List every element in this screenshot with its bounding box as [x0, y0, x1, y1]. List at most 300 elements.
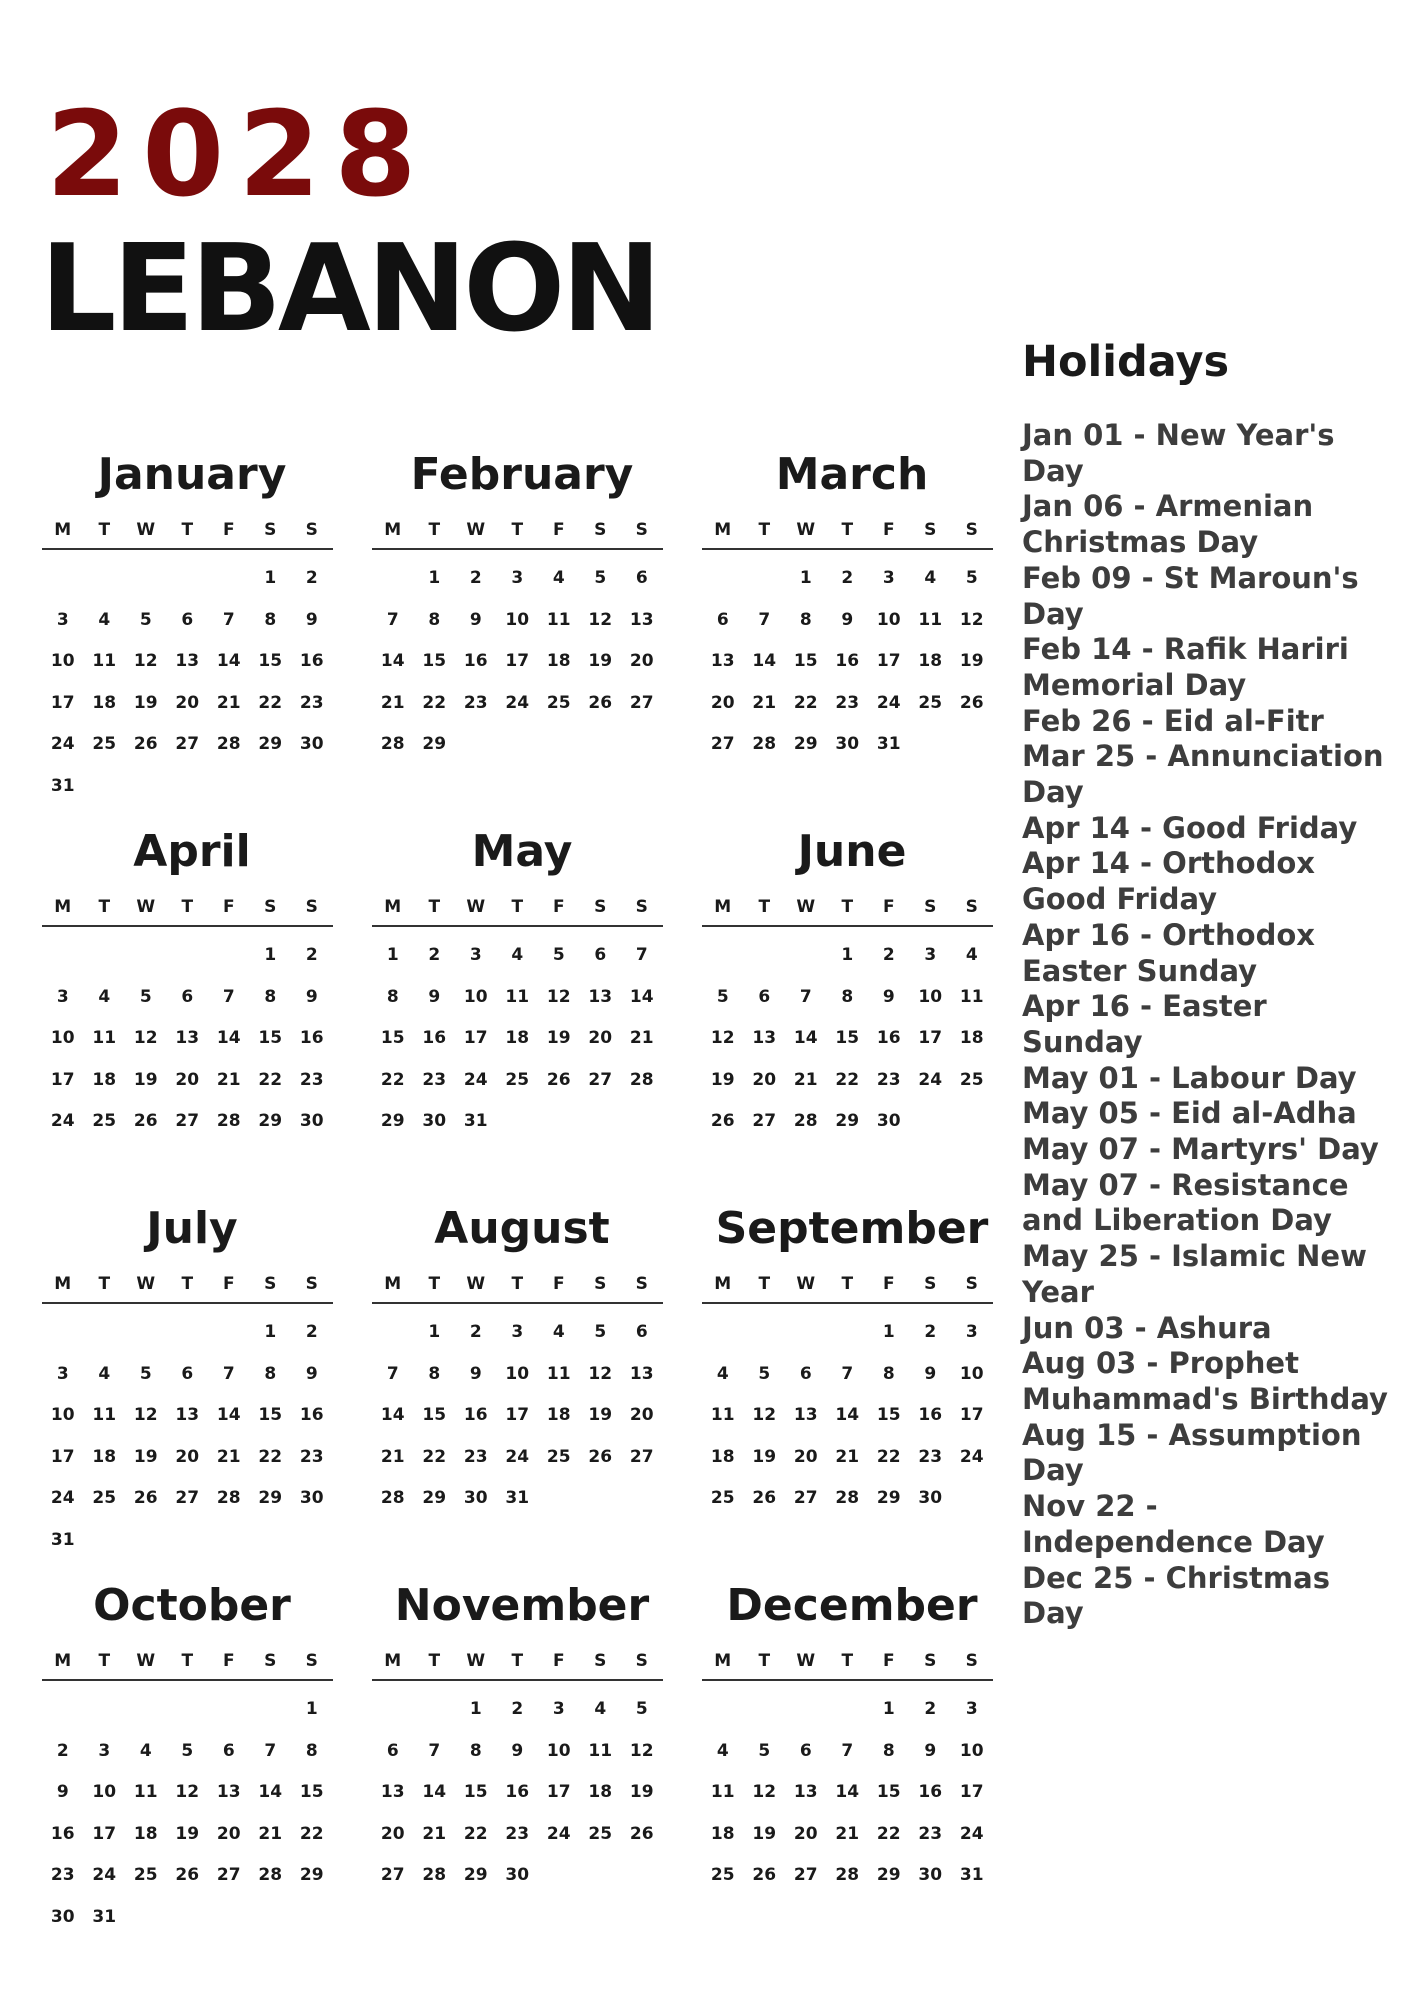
day-cell: 29 [258, 734, 283, 754]
day-grid [42, 1689, 333, 1938]
empty-day-cell [744, 1312, 786, 1354]
day-cell: 2 [428, 945, 441, 965]
empty-day-cell [744, 935, 786, 977]
weekday-label: W [466, 520, 486, 540]
weekday-label: F [552, 520, 565, 540]
day-cell: 5 [758, 1363, 771, 1384]
month-february [372, 440, 702, 817]
day-cell: 31 [959, 1865, 984, 1885]
day-cell: 8 [264, 609, 277, 630]
day-cell: 14 [629, 986, 654, 1007]
weekday-label: M [714, 897, 732, 917]
empty-day-cell [125, 1689, 167, 1731]
day-cell: 9 [924, 1740, 937, 1761]
day-cell: 1 [799, 568, 812, 588]
day-cell: 14 [380, 1405, 405, 1425]
month-september [702, 1194, 992, 1571]
day-cell: 21 [380, 1446, 405, 1467]
weekday-label: T [841, 520, 854, 540]
day-cell: 5 [181, 1740, 194, 1761]
holiday-item: Mar 25 - Annunciation Day [1022, 739, 1384, 810]
day-cell: 1 [305, 1699, 318, 1719]
day-cell: 14 [216, 1028, 241, 1048]
day-cell: 10 [505, 609, 530, 630]
day-cell: 8 [264, 986, 277, 1007]
holiday-item: Aug 03 - Prophet Muhammad's Birthday [1022, 1346, 1388, 1416]
weekday-label: M [54, 520, 72, 540]
weekday-label: S [305, 1651, 318, 1671]
month-name: April [133, 826, 251, 877]
weekday-label: S [264, 520, 277, 540]
day-cell: 25 [92, 734, 117, 754]
day-cell: 22 [258, 692, 283, 713]
day-cell: 18 [588, 1782, 613, 1802]
weekday-label: S [594, 520, 607, 540]
day-cell: 10 [463, 986, 488, 1007]
empty-day-cell [84, 935, 126, 977]
day-cell: 29 [380, 1111, 405, 1131]
day-cell: 19 [588, 651, 613, 671]
day-cell: 17 [92, 1823, 117, 1844]
day-cell: 20 [175, 1069, 200, 1090]
day-cell: 13 [629, 609, 654, 630]
day-cell: 24 [546, 1823, 571, 1844]
day-cell: 19 [710, 1069, 735, 1090]
weekday-label: T [758, 1651, 771, 1671]
day-cell: 7 [635, 945, 648, 965]
weekday-label: F [222, 1274, 235, 1294]
empty-day-cell [372, 558, 414, 600]
day-cell: 14 [216, 1405, 241, 1425]
month-grid [42, 440, 992, 1950]
weekday-label: M [384, 897, 402, 917]
day-cell: 28 [380, 734, 405, 754]
day-cell: 19 [546, 1028, 571, 1048]
empty-day-cell [84, 1312, 126, 1354]
weekday-label: T [511, 1274, 524, 1294]
empty-day-cell [84, 1689, 126, 1731]
day-cell: 3 [965, 1322, 978, 1342]
empty-day-cell [167, 1689, 209, 1731]
day-cell: 10 [50, 651, 75, 671]
weekday-label: T [841, 1274, 854, 1294]
weekday-label: T [98, 1651, 111, 1671]
day-cell: 11 [92, 651, 117, 671]
weekday-label: S [264, 1274, 277, 1294]
holidays-title: Holidays [1022, 337, 1230, 387]
day-cell: 27 [793, 1488, 818, 1508]
day-cell: 10 [546, 1740, 571, 1761]
weekday-label: S [924, 1274, 937, 1294]
day-cell: 24 [918, 1069, 943, 1090]
day-cell: 10 [876, 609, 901, 630]
day-cell: 24 [50, 1111, 75, 1131]
day-cell: 20 [793, 1446, 818, 1467]
day-cell: 30 [422, 1111, 447, 1131]
day-cell: 9 [841, 609, 854, 630]
weekday-label: M [384, 1274, 402, 1294]
day-cell: 25 [710, 1865, 735, 1885]
day-cell: 2 [841, 568, 854, 588]
day-cell: 18 [92, 1069, 117, 1090]
day-cell: 15 [299, 1782, 324, 1802]
day-grid [702, 935, 993, 1143]
day-cell: 26 [752, 1865, 777, 1885]
day-cell: 19 [588, 1405, 613, 1425]
day-cell: 15 [463, 1782, 488, 1802]
day-cell: 2 [469, 1322, 482, 1342]
weekday-header [42, 897, 333, 927]
day-cell: 27 [380, 1865, 405, 1885]
empty-day-cell [702, 1689, 744, 1731]
day-cell: 13 [175, 651, 200, 671]
day-cell: 1 [882, 1699, 895, 1719]
day-cell: 14 [793, 1028, 818, 1048]
empty-day-cell [208, 1689, 250, 1731]
day-cell: 3 [511, 568, 524, 588]
day-cell: 21 [216, 1446, 241, 1467]
weekday-label: S [305, 520, 318, 540]
day-cell: 11 [959, 986, 984, 1007]
day-cell: 22 [258, 1069, 283, 1090]
day-cell: 18 [92, 1446, 117, 1467]
day-cell: 13 [175, 1405, 200, 1425]
day-cell: 17 [505, 1405, 530, 1425]
day-cell: 1 [469, 1699, 482, 1719]
day-cell: 5 [758, 1740, 771, 1761]
day-cell: 27 [588, 1069, 613, 1090]
day-cell: 12 [629, 1740, 654, 1761]
day-cell: 2 [305, 568, 318, 588]
day-cell: 27 [793, 1865, 818, 1885]
calendar-year: 2028 [46, 85, 431, 223]
weekday-label: M [54, 1274, 72, 1294]
weekday-header [372, 520, 663, 550]
day-cell: 2 [305, 1322, 318, 1342]
empty-day-cell [42, 935, 84, 977]
day-cell: 23 [918, 1823, 943, 1844]
month-march [702, 440, 992, 817]
day-cell: 24 [463, 1069, 488, 1090]
day-cell: 15 [876, 1782, 901, 1802]
weekday-label: T [181, 520, 194, 540]
weekday-label: T [181, 897, 194, 917]
day-cell: 13 [216, 1782, 241, 1802]
holiday-item: Apr 16 - Easter Sunday [1022, 989, 1267, 1059]
day-cell: 31 [92, 1906, 117, 1927]
day-cell: 8 [428, 609, 441, 630]
day-cell: 5 [139, 609, 152, 630]
weekday-label: S [635, 1274, 648, 1294]
month-name: June [797, 826, 907, 877]
day-cell: 17 [546, 1782, 571, 1802]
day-cell: 5 [594, 1322, 607, 1342]
day-cell: 13 [752, 1028, 777, 1048]
day-cell: 15 [876, 1405, 901, 1425]
weekday-label: W [466, 1651, 486, 1671]
weekday-header [372, 1274, 663, 1304]
day-cell: 20 [629, 651, 654, 671]
weekday-label: T [428, 520, 441, 540]
day-cell: 30 [876, 1111, 901, 1131]
day-cell: 9 [305, 609, 318, 630]
day-cell: 5 [139, 1363, 152, 1384]
weekday-label: F [552, 1651, 565, 1671]
day-cell: 9 [428, 986, 441, 1007]
weekday-label: W [136, 520, 156, 540]
day-cell: 1 [428, 568, 441, 588]
weekday-header [372, 1651, 663, 1681]
day-grid [42, 1312, 333, 1561]
day-cell: 8 [305, 1740, 318, 1761]
day-cell: 2 [305, 945, 318, 965]
day-cell: 6 [222, 1740, 235, 1761]
day-cell: 20 [380, 1823, 405, 1844]
day-cell: 3 [56, 986, 69, 1007]
day-cell: 28 [380, 1488, 405, 1508]
day-cell: 27 [629, 1446, 654, 1467]
empty-day-cell [744, 558, 786, 600]
empty-day-cell [785, 935, 827, 977]
day-cell: 20 [175, 692, 200, 713]
day-cell: 16 [463, 651, 488, 671]
day-cell: 3 [98, 1740, 111, 1761]
day-cell: 19 [752, 1446, 777, 1467]
day-cell: 25 [546, 1446, 571, 1467]
weekday-label: S [264, 897, 277, 917]
day-cell: 20 [216, 1823, 241, 1844]
empty-day-cell [125, 558, 167, 600]
holiday-item: Apr 16 - Orthodox Easter Sunday [1022, 917, 1315, 988]
weekday-label: T [511, 520, 524, 540]
day-cell: 17 [959, 1782, 984, 1802]
weekday-label: T [841, 897, 854, 917]
day-cell: 11 [92, 1028, 117, 1048]
empty-day-cell [42, 558, 84, 600]
day-cell: 8 [386, 986, 399, 1007]
day-cell: 30 [918, 1865, 943, 1885]
holiday-item: May 25 - Islamic New Year [1022, 1239, 1367, 1309]
weekday-label: T [758, 1274, 771, 1294]
day-cell: 21 [835, 1823, 860, 1844]
weekday-label: F [552, 1274, 565, 1294]
day-cell: 25 [92, 1111, 117, 1131]
day-cell: 24 [50, 1488, 75, 1508]
weekday-label: W [136, 897, 156, 917]
day-cell: 1 [428, 1322, 441, 1342]
day-cell: 16 [50, 1823, 75, 1844]
day-cell: 15 [835, 1028, 860, 1048]
day-cell: 2 [469, 568, 482, 588]
day-cell: 10 [959, 1363, 984, 1384]
weekday-label: S [635, 897, 648, 917]
day-cell: 7 [799, 986, 812, 1007]
day-cell: 26 [588, 1446, 613, 1467]
day-cell: 20 [588, 1028, 613, 1048]
day-cell: 31 [50, 1529, 75, 1550]
weekday-label: T [511, 897, 524, 917]
day-cell: 28 [793, 1111, 818, 1131]
weekday-label: T [98, 1274, 111, 1294]
weekday-label: S [965, 520, 978, 540]
weekday-label: M [384, 1651, 402, 1671]
day-cell: 19 [175, 1823, 200, 1844]
weekday-header [702, 1651, 993, 1681]
day-cell: 6 [635, 568, 648, 588]
day-cell: 31 [876, 734, 901, 754]
day-cell: 17 [959, 1405, 984, 1425]
day-cell: 29 [876, 1488, 901, 1508]
day-cell: 4 [552, 1322, 565, 1342]
day-cell: 4 [98, 609, 111, 630]
weekday-label: T [181, 1274, 194, 1294]
empty-day-cell [414, 1689, 456, 1731]
day-cell: 3 [469, 945, 482, 965]
empty-day-cell [372, 1312, 414, 1354]
month-may [372, 817, 702, 1194]
day-cell: 16 [299, 1028, 324, 1048]
day-cell: 28 [835, 1488, 860, 1508]
weekday-label: S [635, 1651, 648, 1671]
month-april [42, 817, 372, 1194]
day-cell: 27 [752, 1111, 777, 1131]
weekday-label: T [841, 1651, 854, 1671]
day-cell: 20 [752, 1069, 777, 1090]
day-cell: 15 [258, 651, 283, 671]
day-cell: 3 [924, 945, 937, 965]
day-cell: 22 [835, 1069, 860, 1090]
day-cell: 1 [841, 945, 854, 965]
day-cell: 3 [56, 609, 69, 630]
month-name: February [410, 449, 634, 500]
day-cell: 18 [546, 651, 571, 671]
day-grid [372, 558, 663, 766]
weekday-header [372, 897, 663, 927]
month-name: March [775, 449, 929, 500]
day-cell: 23 [299, 692, 324, 713]
day-cell: 26 [546, 1069, 571, 1090]
day-cell: 17 [505, 651, 530, 671]
day-cell: 26 [133, 1488, 158, 1508]
month-name: November [394, 1580, 650, 1631]
weekday-label: T [98, 897, 111, 917]
holiday-list [1022, 418, 1392, 1632]
empty-day-cell [208, 935, 250, 977]
day-cell: 28 [216, 1111, 241, 1131]
day-cell: 25 [710, 1488, 735, 1508]
day-cell: 5 [716, 986, 729, 1007]
empty-day-cell [785, 1689, 827, 1731]
weekday-header [42, 1274, 333, 1304]
holiday-item: Dec 25 - Christmas Day [1022, 1560, 1330, 1631]
weekday-label: S [924, 1651, 937, 1671]
empty-day-cell [744, 1689, 786, 1731]
month-name: July [146, 1203, 238, 1254]
day-grid [702, 558, 993, 766]
weekday-label: S [594, 1274, 607, 1294]
day-cell: 4 [716, 1740, 729, 1761]
day-cell: 7 [222, 986, 235, 1007]
day-cell: 6 [386, 1740, 399, 1761]
day-cell: 4 [139, 1740, 152, 1761]
day-cell: 1 [264, 945, 277, 965]
holiday-item: Feb 09 - St Maroun's Day [1022, 560, 1359, 631]
holiday-item: Nov 22 - Independence Day [1022, 1489, 1325, 1559]
weekday-label: F [882, 897, 895, 917]
day-cell: 27 [710, 734, 735, 754]
holiday-item: Feb 26 - Eid al-Fitr [1022, 703, 1324, 738]
day-cell: 7 [841, 1740, 854, 1761]
day-cell: 24 [505, 692, 530, 713]
weekday-label: T [511, 1651, 524, 1671]
day-cell: 3 [882, 568, 895, 588]
day-cell: 24 [959, 1823, 984, 1844]
empty-day-cell [167, 1312, 209, 1354]
day-cell: 10 [92, 1782, 117, 1802]
day-cell: 13 [629, 1363, 654, 1384]
weekday-label: M [54, 897, 72, 917]
day-cell: 21 [422, 1823, 447, 1844]
day-cell: 22 [876, 1446, 901, 1467]
weekday-label: T [181, 1651, 194, 1671]
holiday-item: May 07 - Resistance and Liberation Day [1022, 1167, 1349, 1238]
day-cell: 8 [882, 1363, 895, 1384]
day-cell: 8 [469, 1740, 482, 1761]
weekday-label: W [796, 1651, 816, 1671]
day-cell: 1 [882, 1322, 895, 1342]
day-cell: 14 [835, 1405, 860, 1425]
empty-day-cell [125, 935, 167, 977]
weekday-header [702, 1274, 993, 1304]
day-cell: 12 [133, 1028, 158, 1048]
day-cell: 10 [50, 1405, 75, 1425]
weekday-label: W [466, 1274, 486, 1294]
weekday-label: S [965, 897, 978, 917]
weekday-label: S [594, 897, 607, 917]
empty-day-cell [167, 935, 209, 977]
empty-day-cell [125, 1312, 167, 1354]
day-cell: 2 [511, 1699, 524, 1719]
day-cell: 26 [710, 1111, 735, 1131]
day-cell: 20 [175, 1446, 200, 1467]
weekday-label: M [54, 1651, 72, 1671]
day-cell: 9 [469, 1363, 482, 1384]
day-cell: 30 [50, 1906, 75, 1927]
day-cell: 5 [594, 568, 607, 588]
day-cell: 3 [511, 1322, 524, 1342]
day-cell: 21 [629, 1028, 654, 1048]
holiday-item: Apr 14 - Good Friday [1022, 810, 1358, 845]
day-cell: 16 [505, 1782, 530, 1802]
day-cell: 6 [716, 609, 729, 630]
empty-day-cell [827, 1312, 869, 1354]
day-cell: 4 [716, 1363, 729, 1384]
weekday-label: F [222, 520, 235, 540]
day-cell: 28 [752, 734, 777, 754]
day-cell: 29 [463, 1865, 488, 1885]
month-june [702, 817, 992, 1194]
day-cell: 28 [258, 1865, 283, 1885]
day-cell: 22 [422, 692, 447, 713]
day-cell: 19 [133, 1069, 158, 1090]
empty-day-cell [84, 558, 126, 600]
day-cell: 29 [258, 1488, 283, 1508]
day-grid [702, 1689, 993, 1897]
day-cell: 27 [629, 692, 654, 713]
weekday-label: F [222, 897, 235, 917]
day-cell: 31 [505, 1488, 530, 1508]
day-cell: 25 [133, 1865, 158, 1885]
